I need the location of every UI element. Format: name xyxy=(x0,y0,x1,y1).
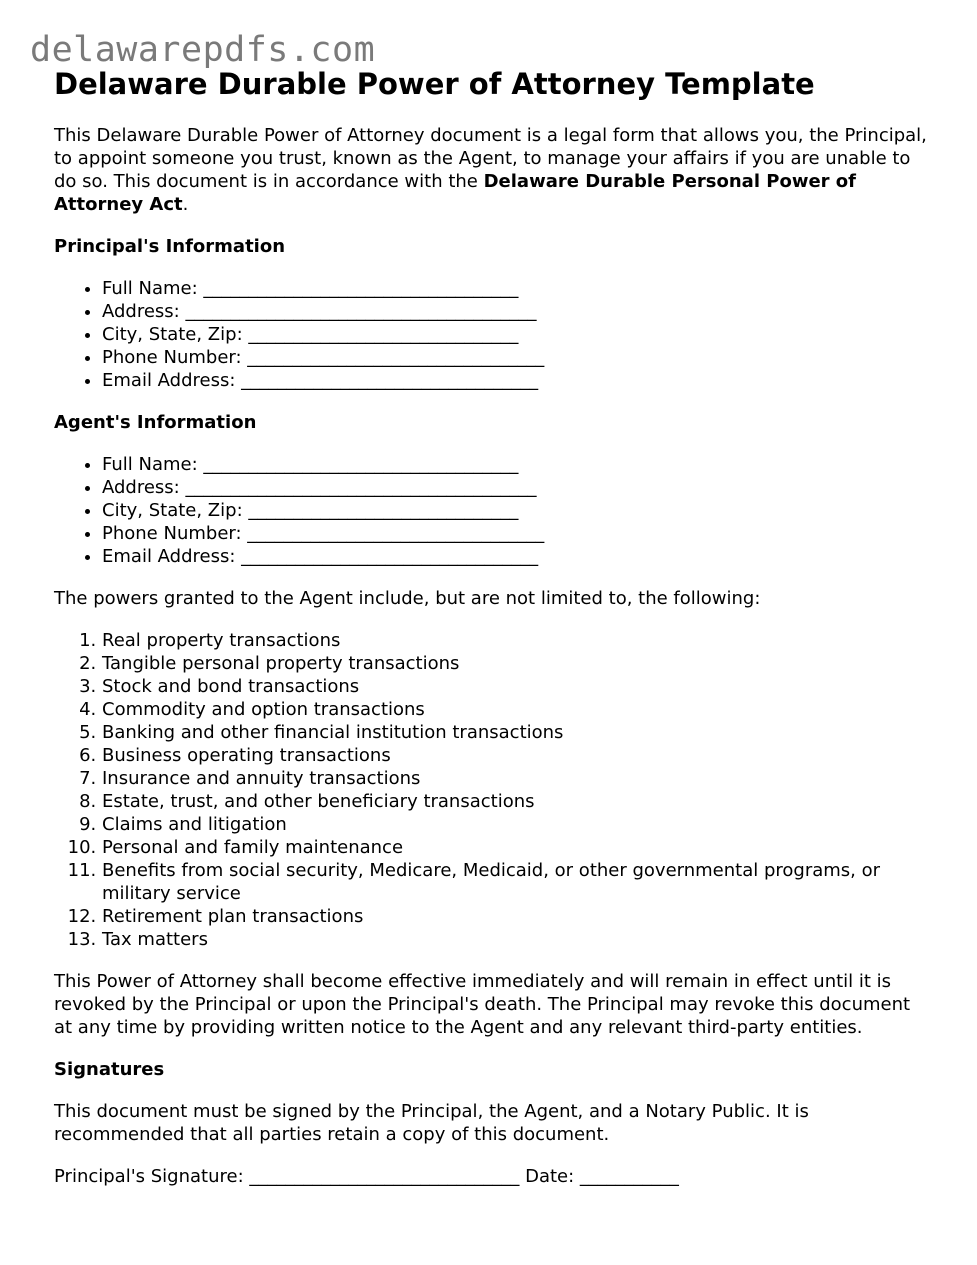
site-watermark: delawarepdfs.com xyxy=(30,30,376,70)
principal-fields-list xyxy=(54,277,929,392)
principal-signature-line: Principal's Signature: ______________________________ Date: ___________ xyxy=(54,1166,679,1187)
signatures-intro: This document must be signed by the Principal, the Agent, and a Notary Public. It is recommended that all parties retain a copy of this document. xyxy=(54,1101,809,1145)
power-item: 7. Insurance and annuity transactions xyxy=(102,767,929,790)
principal-email-field: • Email Address: _________________________________ xyxy=(102,369,929,392)
agent-fields-list xyxy=(54,453,929,568)
agent-city-state-zip-field: • City, State, Zip: ______________________________ xyxy=(102,499,929,522)
principal-phone-field: • Phone Number: _________________________________ xyxy=(102,346,929,369)
power-item: 3. Stock and bond transactions xyxy=(102,675,929,698)
powers-list xyxy=(54,629,929,951)
power-item: 6. Business operating transactions xyxy=(102,744,929,767)
principal-full-name-field: • Full Name: ___________________________________ xyxy=(102,277,929,300)
principal-heading: Principal's Information xyxy=(54,236,286,257)
agent-full-name-field: • Full Name: ___________________________________ xyxy=(102,453,929,476)
document-title: Delaware Durable Power of Attorney Template xyxy=(54,67,815,101)
signatures-heading: Signatures xyxy=(54,1059,165,1080)
intro-end: . xyxy=(182,194,189,215)
power-item: 5. Banking and other financial institution transactions xyxy=(102,721,929,744)
power-item: 4. Commodity and option transactions xyxy=(102,698,929,721)
agent-phone-field: • Phone Number: _________________________________ xyxy=(102,522,929,545)
power-item: 13. Tax matters xyxy=(102,928,929,951)
agent-address-field: • Address: _______________________________________ xyxy=(102,476,929,499)
intro-paragraph xyxy=(54,124,929,216)
agent-email-field: • Email Address: _________________________________ xyxy=(102,545,929,568)
intro-text: This Delaware Durable Power of Attorney document is a legal form that allows you, the Principal, to appoint someone you trust, known as the Agent, to manage your affairs if you are unable to do so. This document is in accordance with the xyxy=(54,125,927,192)
principal-city-state-zip-field: • City, State, Zip: ______________________________ xyxy=(102,323,929,346)
power-item: 10. Personal and family maintenance xyxy=(102,836,929,859)
power-item: 11. Benefits from social security, Medicare, Medicaid, or other governmental programs, or military service xyxy=(102,859,929,905)
power-item: 12. Retirement plan transactions xyxy=(102,905,929,928)
act-name: Delaware Durable Personal Power of Attorney Act xyxy=(54,171,857,215)
effective-paragraph: This Power of Attorney shall become effective immediately and will remain in effect until it is revoked by the Principal or upon the Principal's death. The Principal may revoke this document at any time by providing written notice to the Agent and any relevant third-party entities. xyxy=(54,971,911,1038)
power-item: 9. Claims and litigation xyxy=(102,813,929,836)
powers-intro: The powers granted to the Agent include, but are not limited to, the following: xyxy=(54,588,761,609)
power-item: 8. Estate, trust, and other beneficiary transactions xyxy=(102,790,929,813)
agent-heading: Agent's Information xyxy=(54,412,257,433)
power-item: 2. Tangible personal property transactions xyxy=(102,652,929,675)
document-page xyxy=(54,64,929,1188)
principal-address-field: • Address: _______________________________________ xyxy=(102,300,929,323)
power-item: 1. Real property transactions xyxy=(102,629,929,652)
